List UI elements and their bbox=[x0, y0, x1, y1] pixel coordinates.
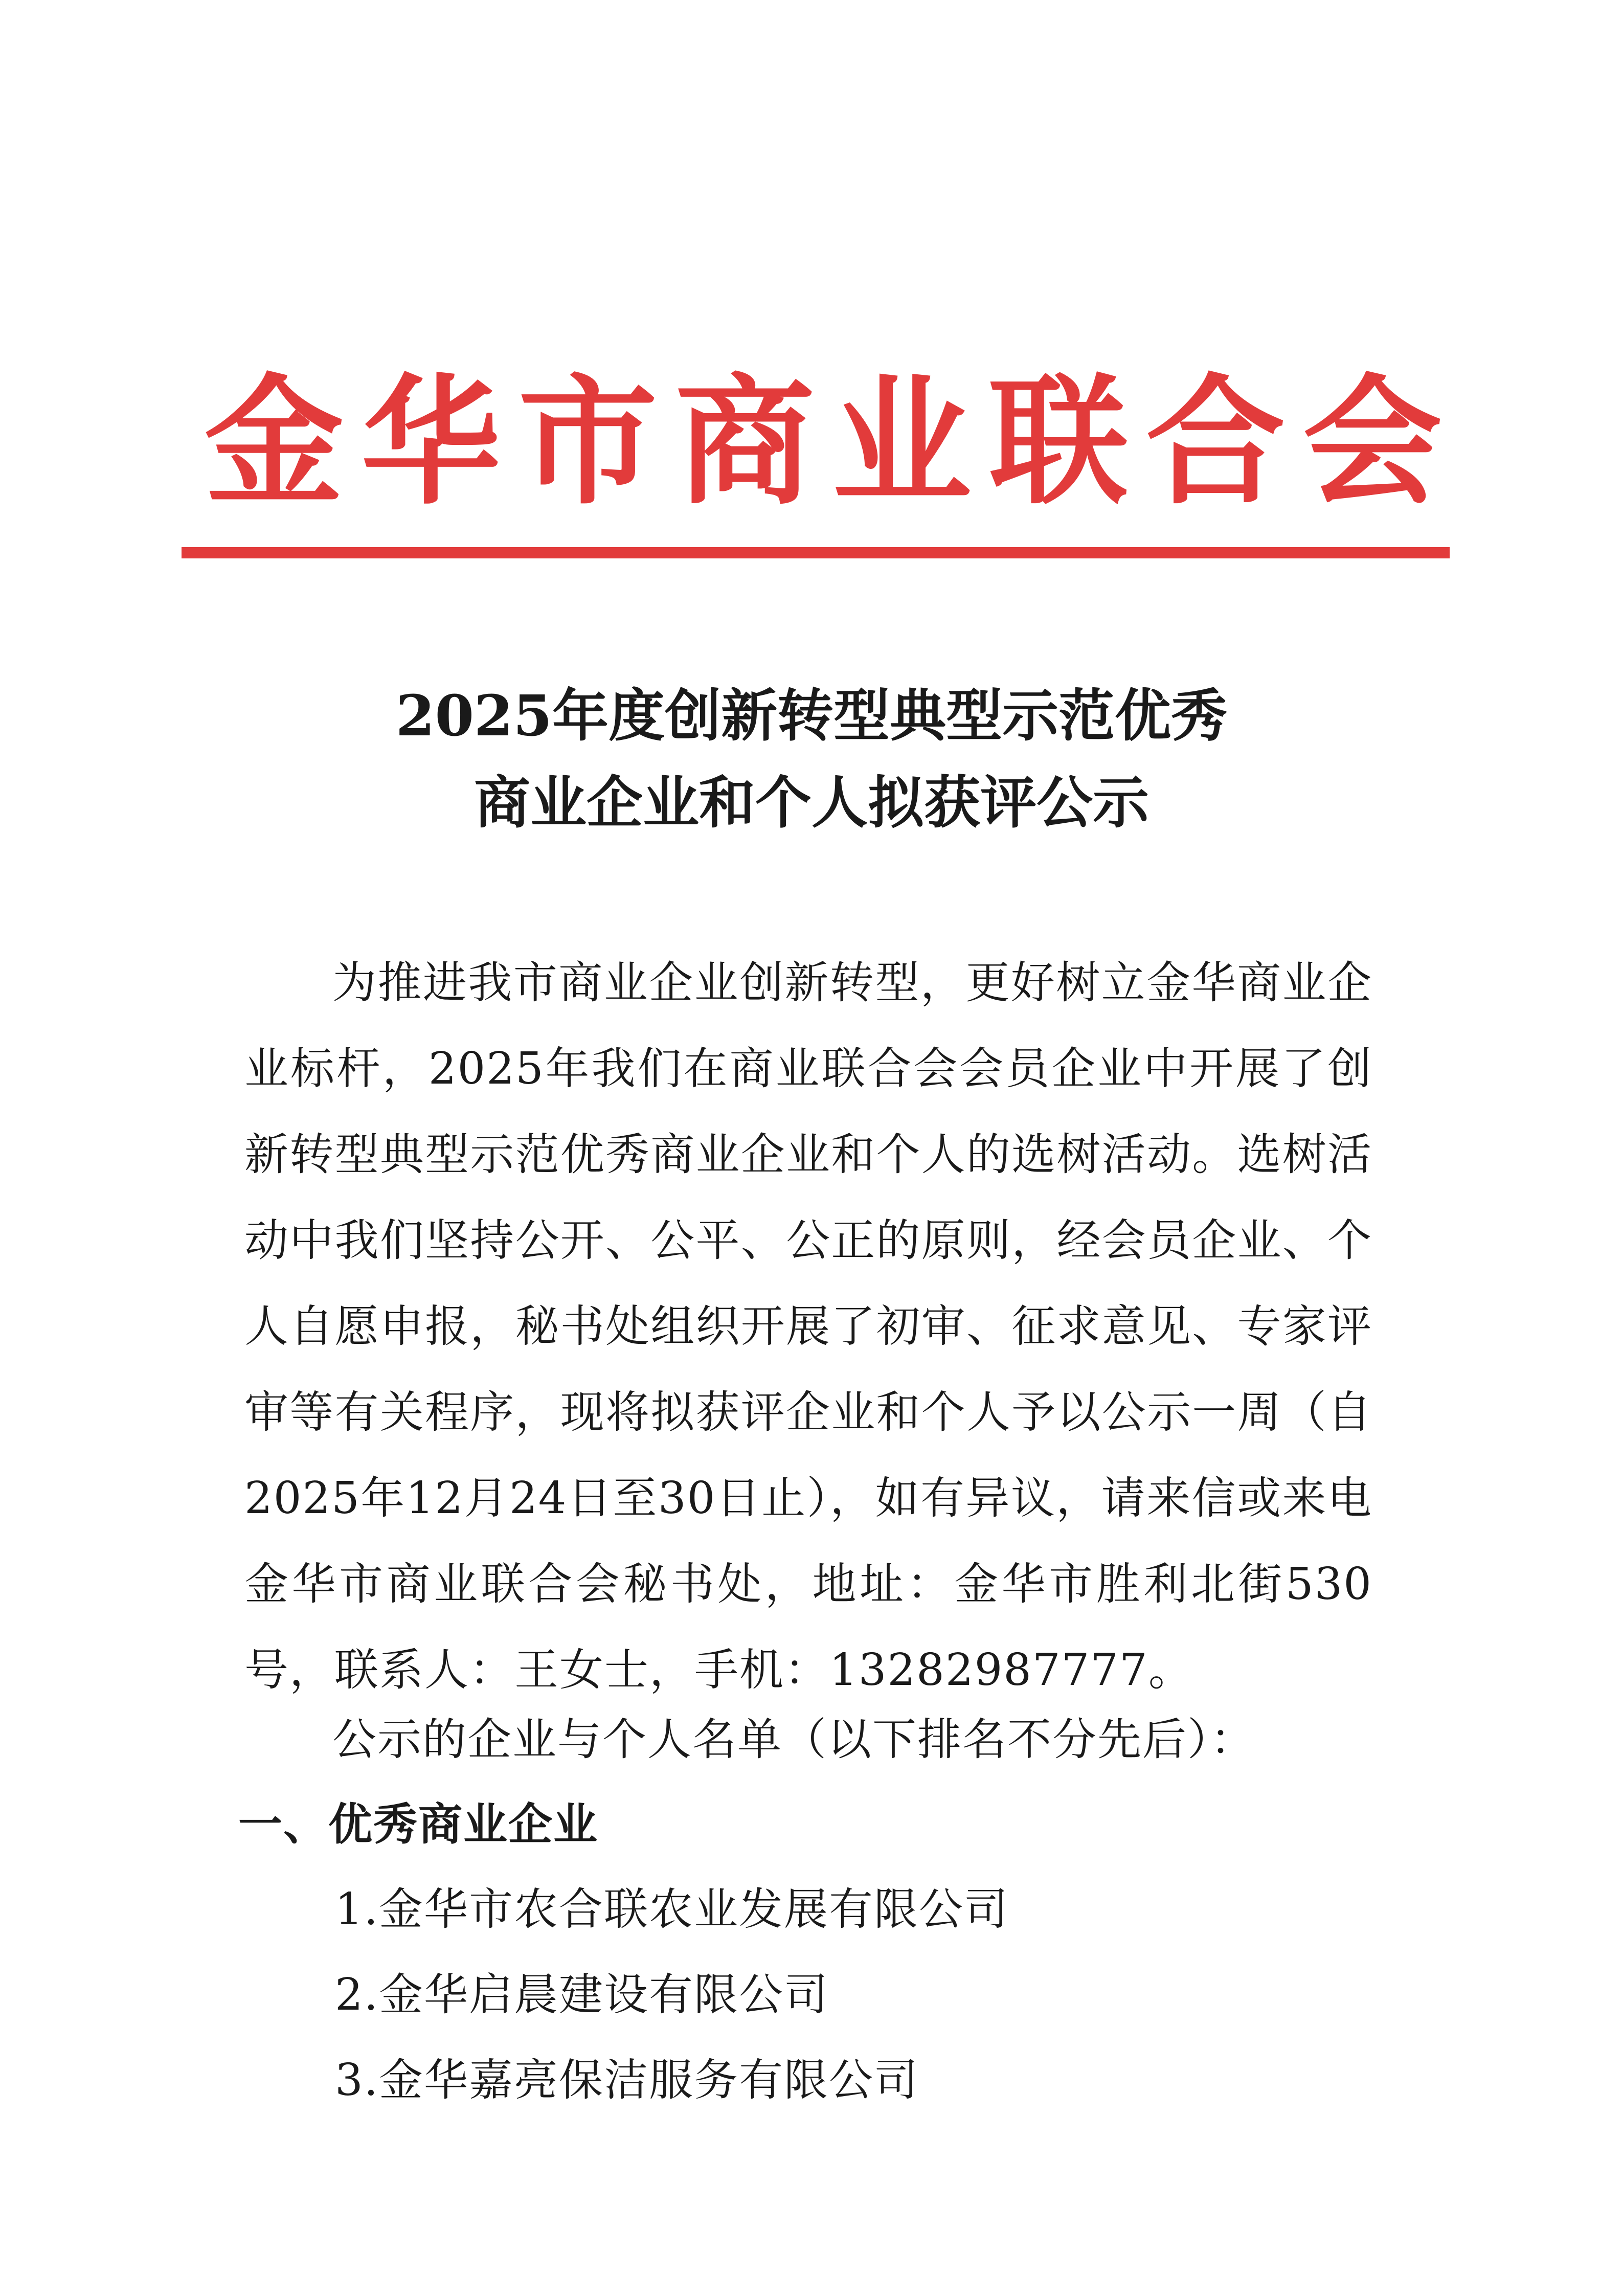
list-item: 1.金华市农合联农业发展有限公司 bbox=[335, 1884, 1009, 1935]
document-title-line-2: 商业企业和个人拟获评公示 bbox=[474, 770, 1149, 836]
letterhead-red-rule bbox=[182, 547, 1450, 558]
letterhead-char: 市 bbox=[518, 361, 658, 524]
letterhead-char: 会 bbox=[1302, 361, 1442, 524]
enterprise-list bbox=[335, 1867, 1009, 2123]
document-title-line-1: 2025年度创新转型典型示范优秀 bbox=[395, 683, 1228, 749]
letterhead-char: 商 bbox=[675, 361, 815, 524]
list-intro: 公示的企业与个人名单（以下排名不分先后）： bbox=[332, 1714, 1255, 1765]
list-item: 3.金华嘉亮保洁服务有限公司 bbox=[335, 2055, 919, 2106]
section-heading-excellent-enterprises: 一、优秀商业企业 bbox=[238, 1799, 598, 1850]
letterhead-char: 合 bbox=[1146, 361, 1286, 524]
letterhead-char: 业 bbox=[832, 361, 972, 524]
letterhead-org-name bbox=[205, 358, 1442, 527]
letterhead-char: 华 bbox=[361, 361, 501, 524]
body-paragraph: 为推进我市商业企业创新转型，更好树立金华商业企业标杆，2025年我们在商业联合会会员企业中开展了创新转型典型示范优秀商业企业和个人的选树活动。选树活动中我们坚持公开、公平、公正的原则，经会员企业、个人自愿申报，秘书处组织开展了初审、征求意见、专家评审等有关程序，现将拟获评企业和个人予以公示一周（自2025年12月24日至30日止），如有异议，请来信或来电金华市商业联合会秘书处，地址：金华市胜利北街530号，联系人：王女士，手机：13282987777。 bbox=[244, 957, 1372, 1696]
letterhead-char: 金 bbox=[205, 361, 344, 524]
letterhead-char: 联 bbox=[989, 361, 1129, 524]
list-item: 2.金华启晨建设有限公司 bbox=[335, 1969, 829, 2020]
